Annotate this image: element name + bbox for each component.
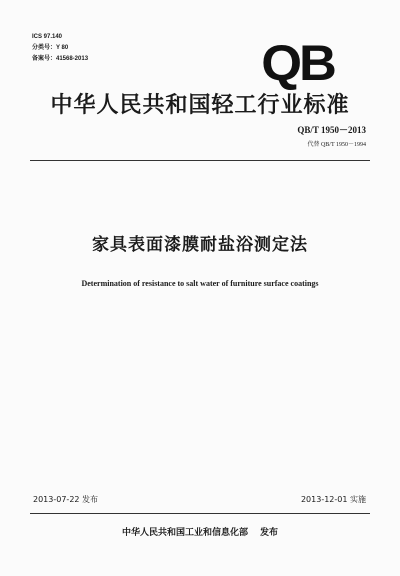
implementation-date: 2013-12-01 实施 [300, 495, 366, 504]
issuer-line [0, 525, 400, 538]
top-divider [30, 160, 370, 161]
standard-number: QB/T 1950－2013 [297, 125, 366, 135]
issuer-suffix: 发布 [260, 528, 279, 538]
filing-number: 备案号：41568-2013 [32, 56, 89, 62]
classification-code: 分类号：Y 80 [32, 45, 69, 51]
issuer-name: 中华人民共和国工业和信息化部 [121, 528, 248, 538]
replaces-note: 代替 QB/T 1950－1994 [307, 142, 366, 148]
standard-number-block [297, 123, 366, 148]
issue-date: 2013-07-22 发布 [33, 495, 99, 504]
qb-logo: QB [261, 35, 334, 91]
ics-code: ICS 97.140 [32, 34, 63, 40]
meta-block [32, 32, 88, 65]
document-title-en: Determination of resistance to salt water of furniture surface coatings [81, 279, 319, 288]
document-title-cn: 家具表面漆膜耐盐浴测定法 [92, 235, 308, 255]
bottom-divider [30, 513, 370, 514]
standard-type-heading: 中华人民共和国轻工行业标准 [50, 93, 350, 118]
